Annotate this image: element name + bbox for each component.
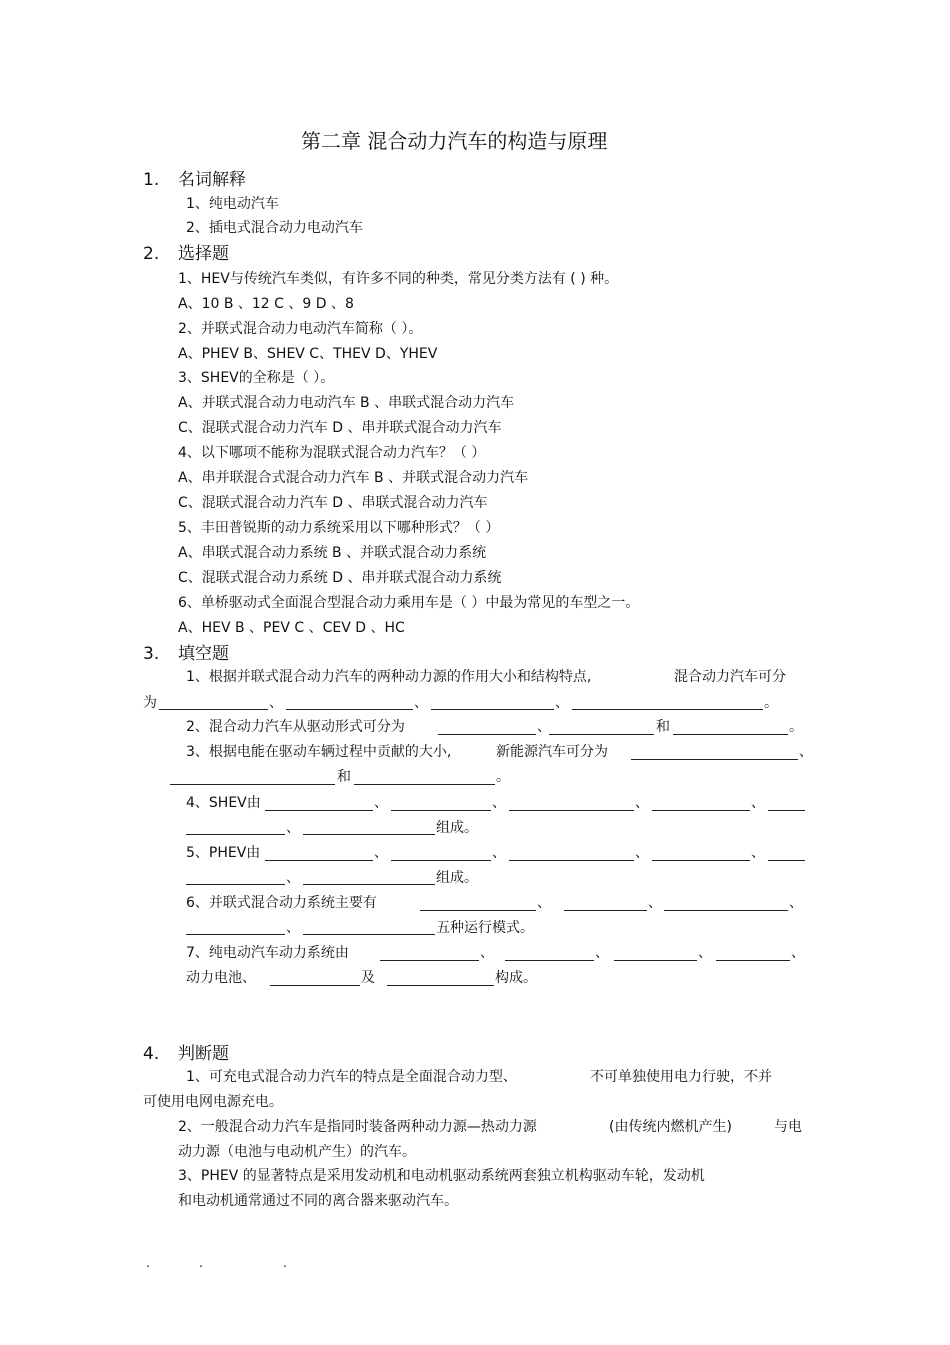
section-2-heading: 选择题 (178, 244, 229, 264)
judge-question-text: 和电动机通常通过不同的离合器来驱动汽车。 (178, 1193, 458, 1209)
answer-blank[interactable] (509, 810, 634, 811)
fill-question: 5、PHEV由 (186, 845, 261, 861)
answer-blank[interactable] (186, 934, 285, 935)
answer-blank[interactable] (265, 810, 373, 811)
period: 。 (789, 719, 803, 735)
choice-options: A、HEV B 、PEV C 、CEV D 、HC (178, 620, 405, 636)
answer-blank[interactable] (303, 934, 435, 935)
separator: 、 (492, 845, 506, 861)
separator: 及 (361, 970, 375, 986)
footer-dot: . (146, 1256, 150, 1270)
separator: 、 (286, 820, 300, 836)
separator: 、 (799, 744, 813, 760)
separator: 、 (286, 920, 300, 936)
fill-question-end: 组成。 (436, 870, 478, 886)
answer-blank[interactable] (716, 960, 790, 961)
answer-blank[interactable] (387, 985, 494, 986)
answer-blank[interactable] (438, 734, 536, 735)
fill-question: 1、根据并联式混合动力汽车的两种动力源的作用大小和结构特点, (186, 669, 592, 685)
section-4-heading: 判断题 (178, 1044, 229, 1064)
page-title: 第二章 混合动力汽车的构造与原理 (301, 129, 608, 153)
answer-blank[interactable] (768, 810, 805, 811)
answer-blank[interactable] (631, 759, 798, 760)
term-item: 2、插电式混合动力电动汽车 (186, 220, 363, 236)
separator: 、 (791, 945, 805, 961)
fill-question-end: 五种运行模式。 (436, 920, 534, 936)
separator: 、 (492, 795, 506, 811)
answer-blank[interactable] (286, 709, 413, 710)
answer-blank[interactable] (186, 884, 285, 885)
fill-question-end: 构成。 (495, 970, 537, 986)
choice-options: A、串联式混合动力系统 B 、并联式混合动力系统 (178, 545, 487, 561)
answer-blank[interactable] (391, 860, 491, 861)
answer-blank[interactable] (652, 860, 750, 861)
choice-options: A、10 B 、12 C 、9 D 、8 (178, 296, 354, 312)
choice-options: A、串并联混合式混合动力汽车 B 、并联式混合动力汽车 (178, 470, 529, 486)
choice-question: 3、SHEV的全称是（ ）。 (178, 370, 335, 386)
section-3-heading: 填空题 (178, 644, 229, 664)
answer-blank[interactable] (186, 834, 285, 835)
section-1-heading: 名词解释 (178, 170, 246, 190)
answer-blank[interactable] (354, 784, 495, 785)
fill-question-text: 新能源汽车可分为 (496, 744, 608, 760)
section-4-number: 4. (143, 1044, 160, 1064)
choice-options: C、混联式混合动力系统 D 、串并联式混合动力系统 (178, 570, 502, 586)
separator: 、 (555, 695, 569, 711)
choice-question: 5、丰田普锐斯的动力系统采用以下哪种形式？（ ） (178, 520, 500, 536)
judge-question-text: 动力源（电池与电动机产生）的汽车。 (178, 1144, 416, 1160)
section-2-number: 2. (143, 244, 160, 264)
answer-blank[interactable] (391, 810, 491, 811)
judge-question: 2、一般混合动力汽车是指同时装备两种动力源—热动力源 (178, 1119, 537, 1135)
judge-question-text: 不可单独使用电力行驶，不并 (590, 1069, 772, 1085)
separator: 、 (751, 795, 765, 811)
choice-options: C、混联式混合动力汽车 D 、串并联式混合动力汽车 (178, 420, 502, 436)
judge-question-text: (由传统内燃机产生) (609, 1119, 732, 1135)
separator: 、 (374, 795, 388, 811)
answer-blank[interactable] (420, 910, 536, 911)
fill-question-end: 组成。 (436, 820, 478, 836)
answer-blank[interactable] (380, 960, 479, 961)
answer-blank[interactable] (564, 910, 647, 911)
judge-question-text: 与电 (774, 1119, 802, 1135)
separator: 、 (648, 895, 662, 911)
answer-blank[interactable] (265, 860, 373, 861)
separator: 、 (635, 845, 649, 861)
separator: 、 (286, 870, 300, 886)
answer-blank[interactable] (431, 709, 554, 710)
footer-dot: . (199, 1256, 203, 1270)
answer-blank[interactable] (159, 709, 268, 710)
separator: 、 (751, 845, 765, 861)
judge-question: 1、可充电式混合动力汽车的特点是全面混合动力型、 (186, 1069, 517, 1085)
separator: 、 (480, 945, 494, 961)
fill-question: 7、纯电动汽车动力系统由 (186, 945, 349, 961)
separator: 、 (698, 945, 712, 961)
fill-question-text: 混合动力汽车可分 (674, 669, 786, 685)
choice-options: C、混联式混合动力汽车 D 、串联式混合动力汽车 (178, 495, 488, 511)
section-1-number: 1. (143, 170, 160, 190)
choice-options: A、并联式混合动力电动汽车 B 、串联式混合动力汽车 (178, 395, 515, 411)
answer-blank[interactable] (303, 834, 435, 835)
separator: 、 (635, 795, 649, 811)
separator: 和 (337, 769, 351, 785)
answer-blank[interactable] (170, 784, 335, 785)
choice-question: 1、HEV与传统汽车类似，有许多不同的种类，常见分类方法有 ( ) 种。 (178, 271, 619, 287)
separator: 、 (789, 895, 803, 911)
term-item: 1、纯电动汽车 (186, 196, 279, 212)
fill-question: 4、SHEV由 (186, 795, 261, 811)
judge-question-text: 可使用电网电源充电。 (143, 1094, 283, 1110)
period: 。 (496, 769, 510, 785)
answer-blank[interactable] (664, 910, 788, 911)
answer-blank[interactable] (549, 734, 654, 735)
footer-dot: . (283, 1256, 287, 1270)
separator: 、 (537, 719, 551, 735)
separator: 、 (414, 695, 428, 711)
judge-question: 3、PHEV 的显著特点是采用发动机和电动机驱动系统两套独立机构驱动车轮，发动机 (178, 1168, 705, 1184)
answer-blank[interactable] (509, 860, 634, 861)
answer-blank[interactable] (768, 860, 805, 861)
choice-question: 2、并联式混合动力电动汽车简称（ ）。 (178, 321, 423, 337)
separator: 、 (374, 845, 388, 861)
answer-blank[interactable] (652, 810, 750, 811)
fill-question-text: 为 (143, 695, 157, 711)
answer-blank[interactable] (673, 734, 788, 735)
fill-question: 6、并联式混合动力系统主要有 (186, 895, 377, 911)
answer-blank[interactable] (303, 884, 435, 885)
fill-question-text: 动力电池、 (186, 970, 256, 986)
answer-blank[interactable] (572, 709, 763, 710)
period: 。 (764, 695, 778, 711)
separator: 、 (595, 945, 609, 961)
choice-question: 6、单桥驱动式全面混合型混合动力乘用车是（ ）中最为常见的车型之一。 (178, 595, 640, 611)
choice-options: A、PHEV B、SHEV C、THEV D、YHEV (178, 346, 438, 362)
section-3-number: 3. (143, 644, 160, 664)
choice-question: 4、以下哪项不能称为混联式混合动力汽车？（ ） (178, 445, 486, 461)
answer-blank[interactable] (505, 960, 594, 961)
fill-question: 2、混合动力汽车从驱动形式可分为 (186, 719, 405, 735)
answer-blank[interactable] (614, 960, 697, 961)
separator: 、 (269, 695, 283, 711)
answer-blank[interactable] (270, 985, 360, 986)
separator: 、 (537, 895, 551, 911)
fill-question: 3、根据电能在驱动车辆过程中贡献的大小, (186, 744, 452, 760)
separator: 和 (656, 719, 670, 735)
